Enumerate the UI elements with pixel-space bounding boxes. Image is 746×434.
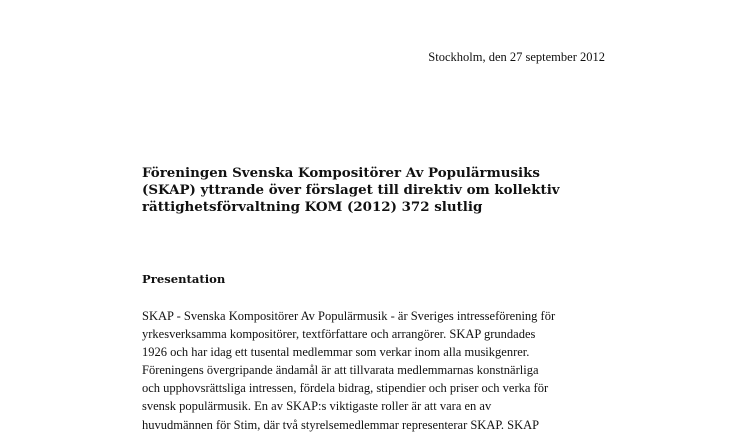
title-line: (SKAP) yttrande över förslaget till direktiv om kollektiv xyxy=(142,182,560,199)
dateline: Stockholm, den 27 september 2012 xyxy=(428,50,605,64)
paragraph-line: 1926 och har idag ett tusental medlemmar som verkar inom alla musikgenrer. xyxy=(142,345,530,360)
paragraph-line: SKAP - Svenska Kompositörer Av Populärmusik - är Sveriges intresseförening för xyxy=(142,309,556,323)
paragraph-line: Föreningens övergripande ändamål är att tillvarata medlemmarnas konstnärliga xyxy=(142,363,539,378)
title-line: Föreningen Svenska Kompositörer Av Populärmusiks xyxy=(142,165,540,181)
title-line: rättighetsförvaltning KOM (2012) 372 slutlig xyxy=(142,199,483,216)
paragraph-line: svensk populärmusik. En av SKAP:s viktigaste roller är att vara en av xyxy=(142,399,492,414)
paragraph-line: och upphovsrättsliga intressen, fördela bidrag, stipendier och priser och verka för xyxy=(142,381,549,396)
presentation-paragraph xyxy=(142,307,555,434)
document-title xyxy=(142,165,560,217)
paragraph-line: yrkesverksamma kompositörer, textförfattare och arrangörer. SKAP grundades xyxy=(142,327,536,342)
section-heading: Presentation xyxy=(142,272,226,286)
paragraph-line: huvudmännen för Stim, där två styrelsemedlemmar representerar SKAP. SKAP xyxy=(142,417,540,432)
